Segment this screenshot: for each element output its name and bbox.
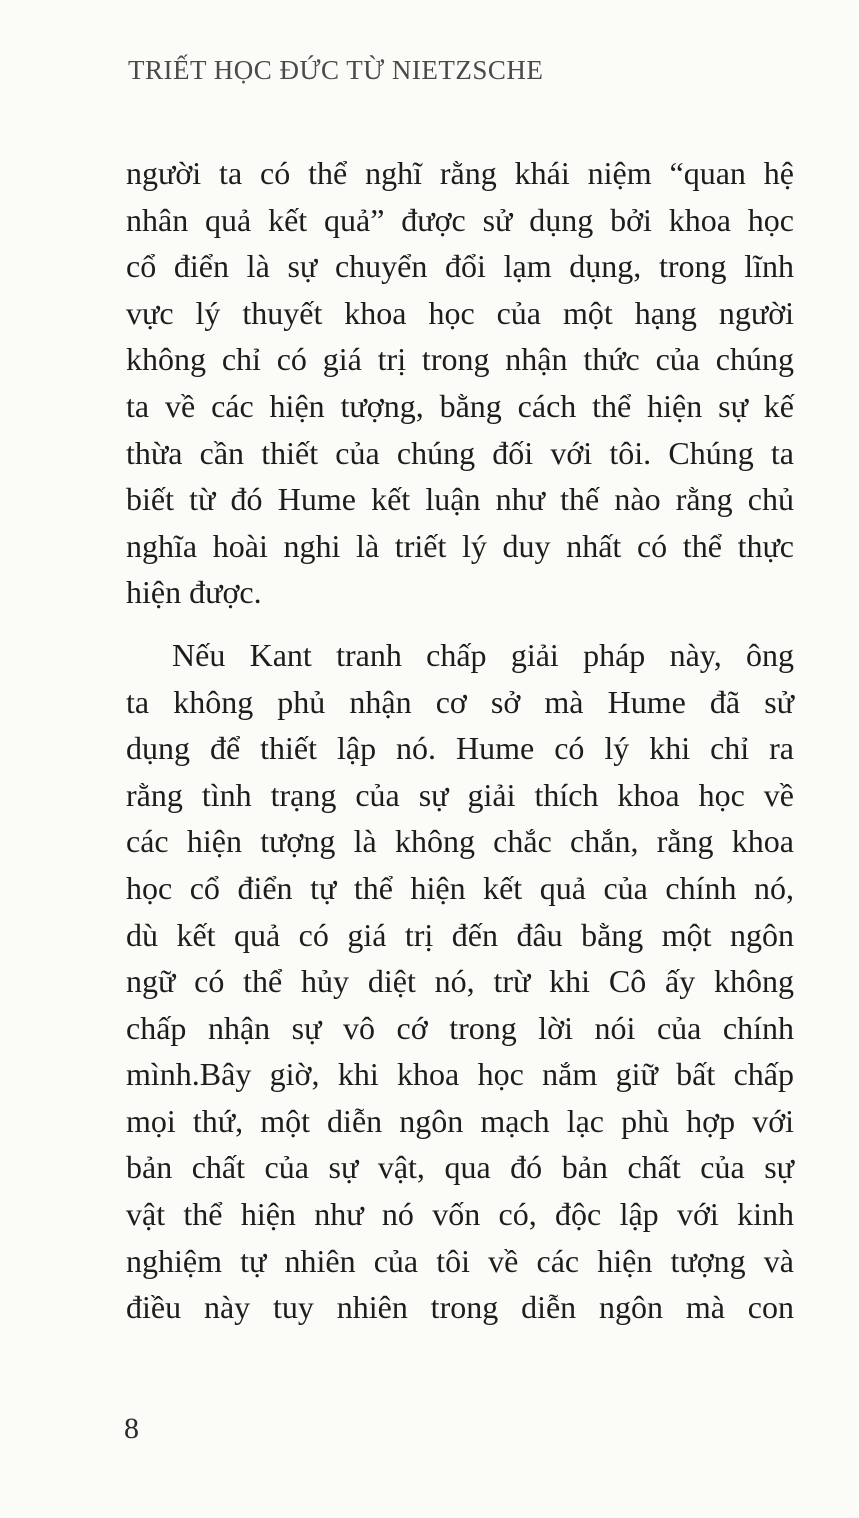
paragraph-1-line-10: hiện được. bbox=[126, 574, 262, 611]
paragraph-2-line-10: mình.Bây giờ, khi khoa học nắm giữ bất chấp bbox=[126, 1056, 794, 1093]
paragraph-2-line-1: Nếu Kant tranh chấp giải pháp này, ông bbox=[172, 636, 794, 673]
running-header: TRIẾT HỌC ĐỨC TỪ NIETZSCHE bbox=[128, 55, 544, 85]
paragraph-2-line-13: vật thể hiện như nó vốn có, độc lập với kinh bbox=[126, 1196, 794, 1233]
paragraph-2-line-14: nghiệm tự nhiên của tôi về các hiện tượng và bbox=[126, 1242, 794, 1279]
paragraph-2-line-9: chấp nhận sự vô cớ trong lời nói của chính bbox=[126, 1009, 794, 1046]
paragraph-1-line-1: người ta có thể nghĩ rằng khái niệm “quan hệ bbox=[126, 155, 794, 191]
paragraph-2-line-12: bản chất của sự vật, qua đó bản chất của sự bbox=[126, 1149, 794, 1186]
body-text bbox=[126, 150, 794, 1331]
paragraph-2-line-8: ngữ có thể hủy diệt nó, trừ khi Cô ấy không bbox=[126, 963, 794, 1000]
paragraph-gap bbox=[126, 616, 794, 632]
paragraph-2-line-11: mọi thứ, một diễn ngôn mạch lạc phù hợp với bbox=[126, 1102, 794, 1139]
paragraph-2-line-3: dụng để thiết lập nó. Hume có lý khi chỉ ra bbox=[126, 730, 794, 767]
paragraph-1-line-5: không chỉ có giá trị trong nhận thức của chúng bbox=[126, 341, 794, 378]
paragraph-2-line-6: học cổ điển tự thể hiện kết quả của chính nó, bbox=[126, 869, 794, 906]
paragraph-1-line-8: biết từ đó Hume kết luận như thế nào rằng chủ bbox=[126, 481, 794, 518]
paragraph-1-line-7: thừa cần thiết của chúng đối với tôi. Chúng ta bbox=[126, 434, 794, 471]
paragraph-2-line-5: các hiện tượng là không chắc chắn, rằng khoa bbox=[126, 823, 794, 860]
page-number: 8 bbox=[124, 1412, 139, 1445]
paragraph-2-line-7: dù kết quả có giá trị đến đâu bằng một ngôn bbox=[126, 916, 794, 953]
paragraph-2-line-4: rằng tình trạng của sự giải thích khoa học về bbox=[126, 776, 794, 813]
paragraph-1-line-3: cổ điển là sự chuyển đổi lạm dụng, trong lĩnh bbox=[126, 248, 794, 285]
paragraph-2-line-2: ta không phủ nhận cơ sở mà Hume đã sử bbox=[126, 683, 794, 720]
paragraph-1-line-9: nghĩa hoài nghi là triết lý duy nhất có thể thực bbox=[126, 527, 794, 564]
paragraph-1-line-2: nhân quả kết quả” được sử dụng bởi khoa học bbox=[126, 201, 794, 238]
paragraph-1-line-6: ta về các hiện tượng, bằng cách thể hiện sự kế bbox=[126, 387, 794, 424]
paragraph-1-line-4: vực lý thuyết khoa học của một hạng người bbox=[126, 294, 794, 331]
paragraph-2-line-15: điều này tuy nhiên trong diễn ngôn mà con bbox=[126, 1289, 794, 1326]
